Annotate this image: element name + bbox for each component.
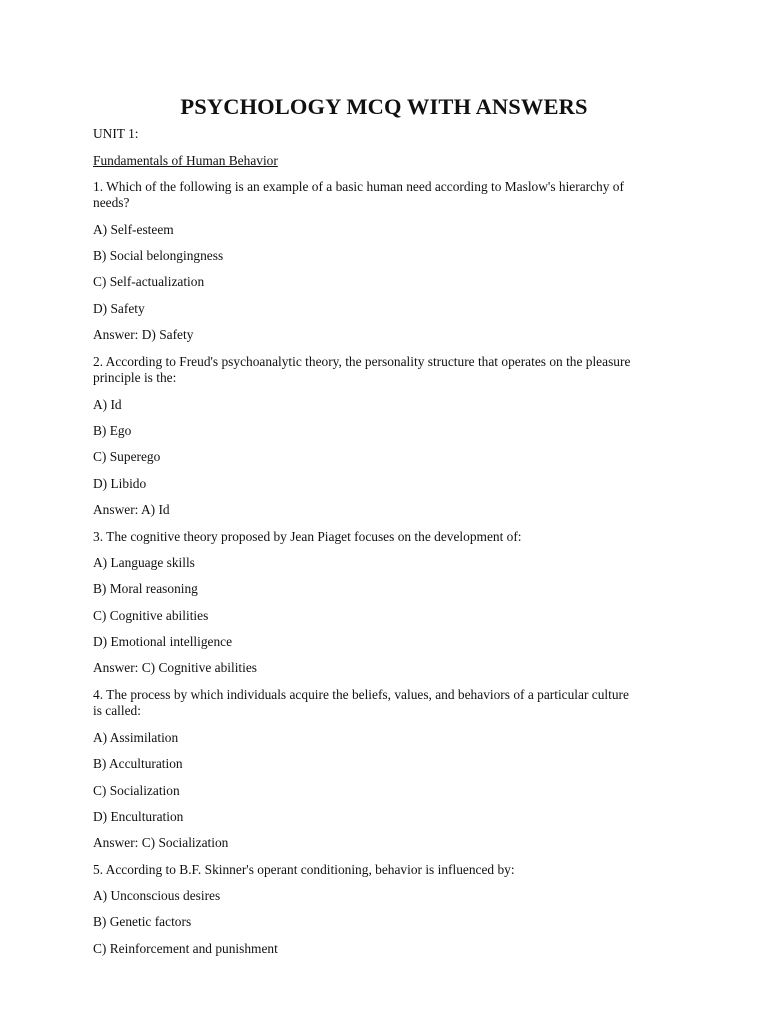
question-4-option-a: A) Assimilation xyxy=(93,730,179,745)
question-5-text: 5. According to B.F. Skinner's operant conditioning, behavior is influenced by: xyxy=(93,862,515,877)
question-2-option-c: C) Superego xyxy=(93,449,161,464)
question-2-option-b: B) Ego xyxy=(93,423,132,438)
question-3-option-a: A) Language skills xyxy=(93,555,195,570)
question-4-option-d: D) Enculturation xyxy=(93,809,184,824)
question-4-text: 4. The process by which individuals acquire the beliefs, values, and behaviors of a particular culture xyxy=(93,687,629,702)
question-5-option-c: C) Reinforcement and punishment xyxy=(93,941,278,956)
question-1-option-d: D) Safety xyxy=(93,301,145,316)
page-title: PSYCHOLOGY MCQ WITH ANSWERS xyxy=(180,94,588,119)
question-3-option-c: C) Cognitive abilities xyxy=(93,608,209,623)
question-2-option-a: A) Id xyxy=(93,397,122,412)
question-5-option-a: A) Unconscious desires xyxy=(93,888,221,903)
question-4-option-c: C) Socialization xyxy=(93,783,180,798)
question-2-option-d: D) Libido xyxy=(93,476,147,491)
question-4-answer: Answer: C) Socialization xyxy=(93,835,229,850)
question-1-option-b: B) Social belongingness xyxy=(93,248,224,263)
question-2-text-cont: principle is the: xyxy=(93,370,177,385)
question-1-answer: Answer: D) Safety xyxy=(93,327,194,342)
unit-label: UNIT 1: xyxy=(93,126,139,141)
question-2-text: 2. According to Freud's psychoanalytic theory, the personality structure that operates on the pleasure xyxy=(93,354,631,369)
question-1-option-c: C) Self-actualization xyxy=(93,274,205,289)
question-3-option-b: B) Moral reasoning xyxy=(93,581,198,596)
question-2-answer: Answer: A) Id xyxy=(93,502,170,517)
question-4-text-cont: is called: xyxy=(93,703,141,718)
question-4-option-b: B) Acculturation xyxy=(93,756,183,771)
section-heading: Fundamentals of Human Behavior xyxy=(93,153,278,168)
question-3-option-d: D) Emotional intelligence xyxy=(93,634,233,649)
question-3-answer: Answer: C) Cognitive abilities xyxy=(93,660,258,675)
question-3-text: 3. The cognitive theory proposed by Jean Piaget focuses on the development of: xyxy=(93,529,522,544)
question-1-text-cont: needs? xyxy=(93,195,130,210)
question-5-option-b: B) Genetic factors xyxy=(93,914,192,929)
question-1-option-a: A) Self-esteem xyxy=(93,222,174,237)
question-1-text: 1. Which of the following is an example of a basic human need according to Maslow's hierarchy of xyxy=(93,179,624,194)
